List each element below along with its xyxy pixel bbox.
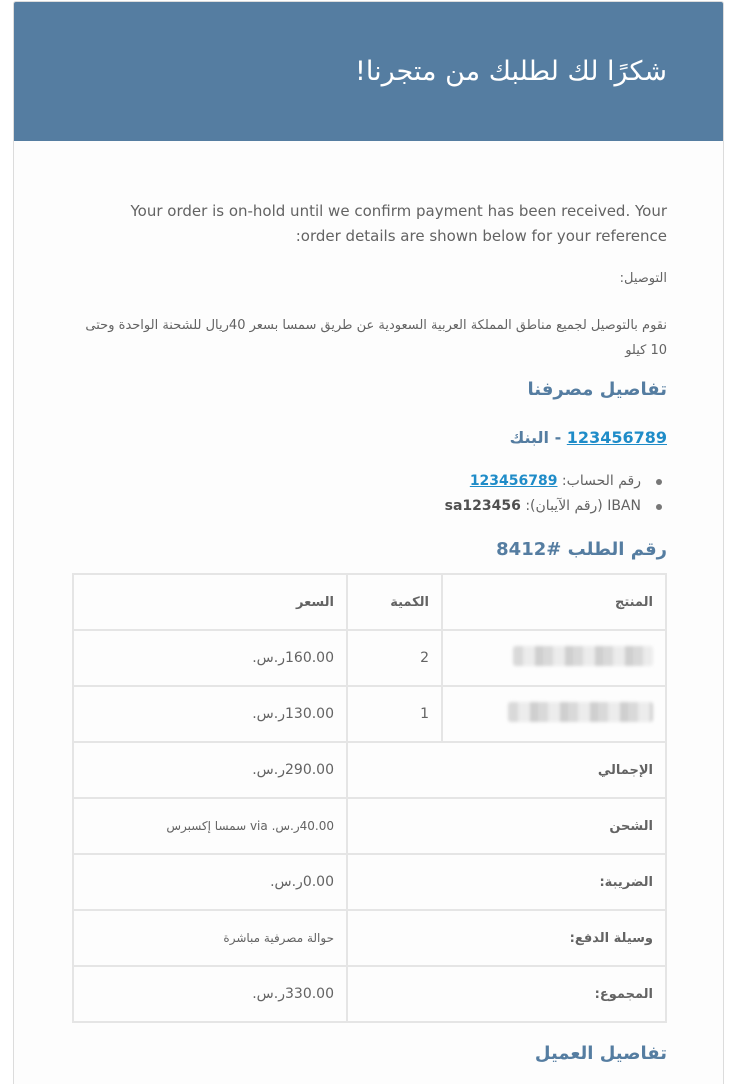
item-price: 130.00ر.س. <box>73 686 347 742</box>
account-label: رقم الحساب: <box>557 473 641 489</box>
order-table <box>72 573 667 1023</box>
iban-value: sa123456 <box>444 498 521 514</box>
bank-details-list <box>445 469 667 519</box>
account-number-link[interactable]: 123456789 <box>469 473 558 489</box>
email-card <box>13 1 724 1084</box>
bank-number-link[interactable]: 123456789 <box>566 428 667 447</box>
bank-suffix: - البنك <box>509 428 567 447</box>
totals-row <box>73 910 666 966</box>
table-row <box>73 630 666 686</box>
header-price: السعر <box>73 574 347 630</box>
subtotal-label: الإجمالي <box>347 742 666 798</box>
shipping-text: نقوم بالتوصيل لجميع مناطق المملكة العربية السعودية عن طريق سمسا بسعر 40ريال للشحنة الواحدة وحتى 10 كيلو <box>85 318 667 358</box>
table-header-row <box>73 574 666 630</box>
item-price: 160.00ر.س. <box>73 630 347 686</box>
onhold-message: Your order is on-hold until we confirm payment has been received. Your order details are shown below for your reference: <box>130 202 667 245</box>
tax-label: الضريبة: <box>347 854 666 910</box>
shipping-total-value: 40.00ر.س. via سمسا إكسبرس <box>73 798 347 854</box>
subtotal-value: 290.00ر.س. <box>73 742 347 798</box>
bank-details-title: تفاصيل مصرفنا <box>527 379 667 400</box>
header-title: شكرًا لك لطلبك من متجرنا! <box>355 56 667 87</box>
customer-details-title: تفاصيل العميل <box>534 1043 667 1064</box>
grand-total-value: 330.00ر.س. <box>73 966 347 1022</box>
email-header <box>14 2 723 141</box>
grand-total-label: المجموع: <box>347 966 666 1022</box>
header-product: المنتج <box>442 574 666 630</box>
totals-row <box>73 798 666 854</box>
product-name-redacted <box>442 630 666 686</box>
account-number-item <box>445 469 667 494</box>
iban-item <box>445 494 667 519</box>
redacted-text <box>508 702 653 722</box>
product-name-redacted <box>442 686 666 742</box>
order-title: رقم الطلب #8412 <box>496 539 667 560</box>
shipping-label: التوصيل: <box>619 271 667 286</box>
payment-method-value: حوالة مصرفية مباشرة <box>73 910 347 966</box>
totals-row <box>73 742 666 798</box>
item-quantity: 1 <box>347 686 442 742</box>
item-quantity: 2 <box>347 630 442 686</box>
shipping-total-label: الشحن <box>347 798 666 854</box>
tax-value: 0.00ر.س. <box>73 854 347 910</box>
table-row <box>73 686 666 742</box>
redacted-text <box>513 646 653 666</box>
header-quantity: الكمية <box>347 574 442 630</box>
totals-row <box>73 966 666 1022</box>
totals-row <box>73 854 666 910</box>
bank-name-heading <box>510 428 667 447</box>
iban-label: IBAN (رقم الآيبان): <box>520 498 641 514</box>
payment-method-label: وسيلة الدفع: <box>347 910 666 966</box>
